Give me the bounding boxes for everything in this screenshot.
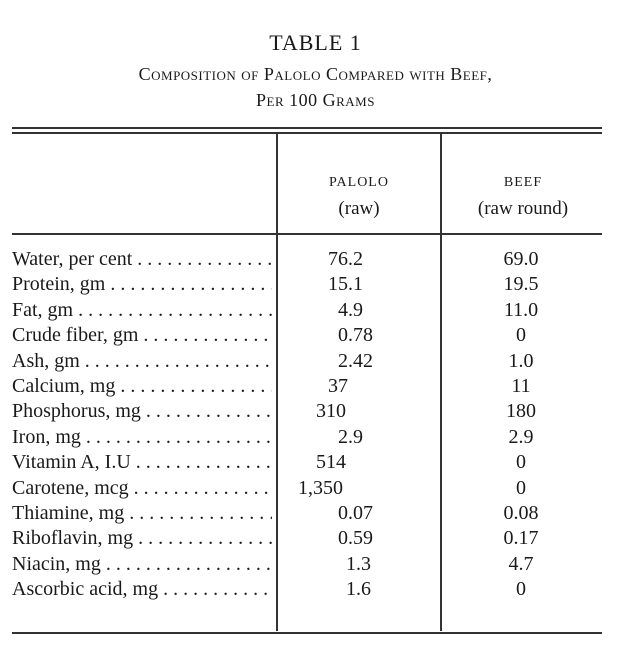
table-row: [0, 552, 631, 577]
table-row: [0, 425, 631, 450]
palolo-value: 1.6: [346, 578, 371, 601]
beef-value: 11: [511, 375, 531, 397]
beef-value: 0.08: [503, 502, 539, 524]
palolo-value: 2.9: [338, 425, 363, 448]
table-row: [0, 298, 631, 323]
row-label: Ash, gm . . .: [12, 349, 272, 374]
table-row: [0, 526, 631, 551]
row-label: Water, per cent . . .: [12, 247, 272, 272]
beef-value: 180: [506, 400, 536, 423]
table-row: [0, 399, 631, 424]
top-double-rule-upper: [12, 127, 602, 129]
palolo-value: 514: [316, 451, 346, 474]
table-row: [0, 323, 631, 348]
table-row: [0, 577, 631, 602]
palolo-value: 2.42: [338, 349, 373, 372]
column-header-beef-sub: (raw round): [477, 198, 569, 219]
row-label: Protein, gm . . .: [12, 272, 272, 297]
table-row: [0, 476, 631, 501]
column-header-beef: [442, 170, 604, 222]
palolo-value: 0.59: [338, 527, 373, 550]
beef-value: 4.7: [508, 552, 534, 575]
palolo-value: 1.3: [346, 552, 371, 575]
palolo-value: 0.07: [338, 502, 373, 524]
header-rule: [12, 233, 602, 235]
palolo-value: 15.1: [328, 273, 363, 296]
column-header-palolo-name: PALOLO: [329, 175, 389, 190]
palolo-value: 37: [328, 375, 348, 397]
row-label: Iron, mg . . .: [12, 425, 272, 450]
beef-value: 0: [516, 476, 526, 499]
table-row: [0, 501, 631, 526]
palolo-value: 1,350: [298, 476, 343, 499]
row-label: Phosphorus, mg . . .: [12, 399, 272, 424]
table-row: [0, 247, 631, 272]
column-header-beef-name: BEEF: [503, 175, 543, 190]
beef-value: 0.17: [503, 527, 539, 550]
row-label: Vitamin A, I.U . . .: [12, 450, 272, 475]
beef-value: 69.0: [503, 248, 539, 270]
beef-value: 11.0: [503, 298, 539, 321]
row-label: Crude fiber, gm . . .: [12, 323, 272, 348]
row-label: Calcium, mg . . .: [12, 374, 272, 399]
row-label: Carotene, mcg . . .: [12, 476, 272, 501]
row-label: Niacin, mg . . .: [12, 552, 272, 577]
column-header-palolo: [278, 170, 440, 222]
beef-value: 0: [516, 451, 526, 474]
table-subtitle-line1: Composition of Palolo Compared with Beef,: [138, 64, 493, 84]
beef-value: 2.9: [508, 425, 534, 448]
palolo-value: 310: [316, 400, 346, 423]
beef-value: 19.5: [503, 273, 539, 296]
palolo-value: 4.9: [338, 298, 363, 321]
table-row: [0, 272, 631, 297]
palolo-value: 76.2: [328, 248, 363, 270]
table-row: [0, 450, 631, 475]
table-subtitle-line2: Per 100 Grams: [256, 90, 375, 110]
row-label: Ascorbic acid, mg . . .: [12, 577, 272, 602]
beef-value: 0: [516, 578, 526, 601]
column-header-palolo-sub: (raw): [338, 198, 380, 219]
table-title: TABLE 1: [269, 30, 362, 55]
table-row: [0, 349, 631, 374]
bottom-rule: [12, 632, 602, 634]
row-label: Fat, gm . . .: [12, 298, 272, 323]
row-label: Riboflavin, mg . . .: [12, 526, 272, 551]
palolo-value: 0.78: [338, 324, 373, 347]
beef-value: 1.0: [508, 349, 534, 372]
beef-value: 0: [516, 324, 526, 347]
row-label: Thiamine, mg . . .: [12, 501, 272, 526]
table-row: [0, 374, 631, 399]
top-double-rule-lower: [12, 132, 602, 134]
